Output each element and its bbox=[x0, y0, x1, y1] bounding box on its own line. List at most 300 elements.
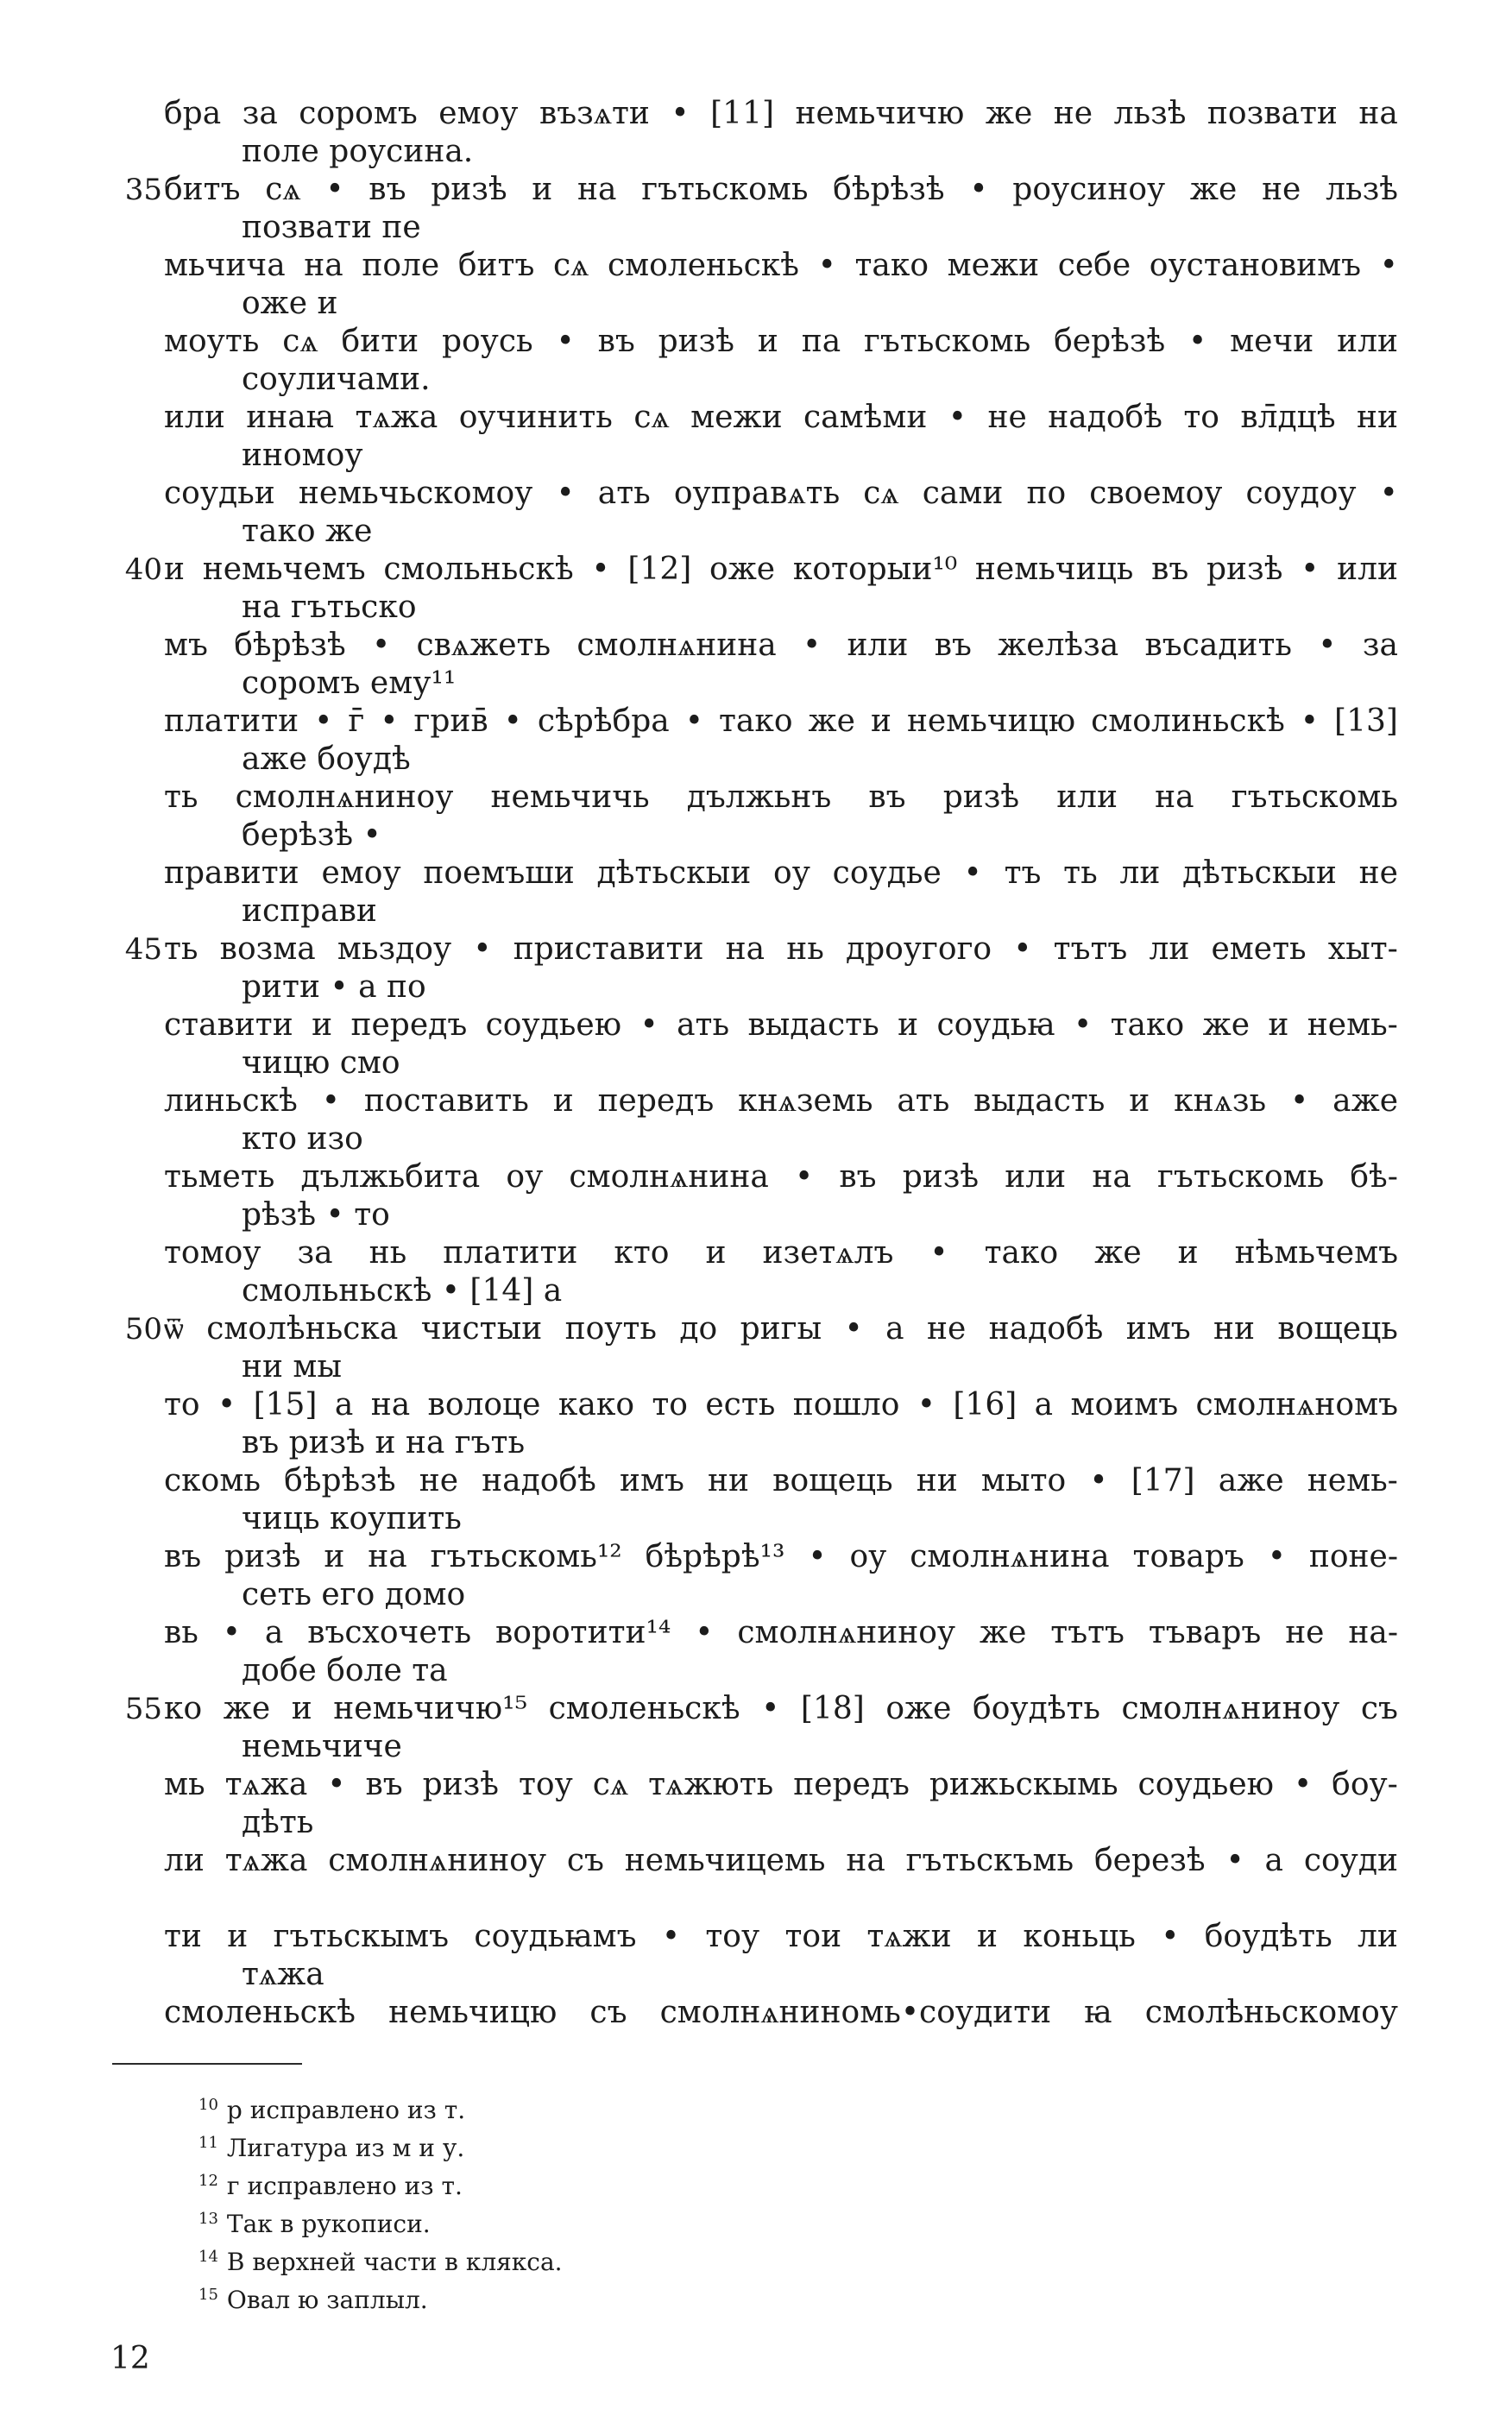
word: коньць bbox=[1023, 1919, 1136, 1954]
word: • bbox=[222, 1615, 241, 1650]
word: пошло bbox=[792, 1387, 900, 1422]
line-first bbox=[164, 1006, 1398, 1044]
word: томоу bbox=[164, 1235, 261, 1271]
word: тако bbox=[984, 1235, 1059, 1271]
word: моуть bbox=[164, 324, 260, 359]
word: [15] bbox=[253, 1387, 318, 1422]
word: вощець bbox=[1277, 1311, 1398, 1347]
word: надобѣ bbox=[1048, 400, 1162, 435]
word: сами bbox=[922, 476, 1004, 511]
word: соромъ bbox=[299, 96, 418, 131]
word: а bbox=[334, 1387, 354, 1422]
word: емоу bbox=[321, 855, 401, 891]
word: • bbox=[929, 1235, 948, 1271]
word: смолнѧнина bbox=[576, 628, 777, 663]
word: бити bbox=[341, 324, 419, 359]
line-continuation: рити • а по bbox=[242, 969, 426, 1005]
word: немьчицю bbox=[388, 1995, 558, 2030]
word: не bbox=[1262, 172, 1301, 207]
line-continuation: дѣть bbox=[242, 1805, 314, 1840]
word: бѣ- bbox=[1350, 1159, 1398, 1195]
word: вощець bbox=[772, 1463, 893, 1498]
word: на bbox=[577, 172, 617, 207]
word: въ bbox=[1151, 552, 1189, 587]
word: • bbox=[1301, 552, 1320, 587]
word: • bbox=[684, 703, 703, 739]
word: березѣ bbox=[1093, 1843, 1206, 1878]
word: вь bbox=[164, 1615, 198, 1650]
word: ни bbox=[708, 1463, 750, 1498]
word: • bbox=[969, 172, 988, 207]
word: • bbox=[473, 931, 492, 967]
word: на bbox=[368, 1539, 407, 1574]
word: ризѣ bbox=[431, 172, 507, 207]
word: соудьею bbox=[485, 1007, 622, 1043]
line-number: 55 bbox=[124, 1692, 162, 1726]
footnote bbox=[198, 2089, 563, 2127]
line-first bbox=[164, 95, 1398, 133]
line-first bbox=[164, 1082, 1398, 1120]
word: или bbox=[1337, 552, 1398, 587]
word: и bbox=[1268, 1007, 1289, 1043]
word: • bbox=[325, 172, 344, 207]
word: възѧти bbox=[539, 96, 650, 131]
word: себе bbox=[1057, 248, 1131, 283]
word: тъваръ bbox=[1148, 1615, 1262, 1650]
line-continuation: тако же bbox=[242, 514, 373, 549]
line-first bbox=[164, 1234, 1398, 1272]
word: или bbox=[1337, 324, 1398, 359]
word: не bbox=[987, 400, 1027, 435]
word: на bbox=[370, 1387, 411, 1422]
word: инаꙗ bbox=[246, 400, 335, 435]
word: изетѧлъ bbox=[762, 1235, 894, 1271]
word: ризѣ bbox=[658, 324, 734, 359]
word: [17] bbox=[1131, 1463, 1195, 1498]
word: надобѣ bbox=[988, 1311, 1104, 1347]
line-number: 45 bbox=[124, 932, 162, 967]
word: за bbox=[297, 1235, 333, 1271]
word: и bbox=[164, 552, 185, 587]
word: поне- bbox=[1308, 1539, 1398, 1574]
word: ставити bbox=[164, 1007, 293, 1043]
line-first bbox=[164, 1918, 1398, 1956]
word: и bbox=[898, 1007, 919, 1043]
word: въ bbox=[934, 628, 972, 663]
word: въсхочеть bbox=[307, 1615, 472, 1650]
word: • bbox=[1074, 1007, 1093, 1043]
word: тьметь bbox=[164, 1159, 275, 1195]
line-first bbox=[164, 1386, 1398, 1424]
word: поемъши bbox=[423, 855, 575, 891]
line-first bbox=[164, 1462, 1398, 1500]
word: • bbox=[661, 1919, 681, 1954]
word: боудѣть bbox=[1204, 1919, 1332, 1954]
word: или bbox=[1056, 779, 1118, 815]
word: тако bbox=[854, 248, 929, 283]
line-first bbox=[164, 1994, 1398, 2032]
word: дроугого bbox=[845, 931, 992, 967]
line-first bbox=[164, 930, 1398, 968]
word: не bbox=[1053, 96, 1093, 131]
page-number: 12 bbox=[110, 2341, 150, 2376]
word: дѣтьскыи bbox=[596, 855, 752, 891]
line-first bbox=[164, 1310, 1398, 1348]
word: межи bbox=[690, 400, 783, 435]
word: мечи bbox=[1230, 324, 1314, 359]
word: передъ bbox=[597, 1083, 715, 1119]
word: • bbox=[639, 1007, 658, 1043]
word: ли bbox=[1149, 931, 1190, 967]
word: дѣтьскыи bbox=[1182, 855, 1337, 891]
word: • bbox=[695, 1615, 714, 1650]
word: гътьскомь bbox=[1231, 779, 1398, 815]
word: соудоу bbox=[1245, 476, 1357, 511]
word: немьчичю¹⁵ bbox=[333, 1691, 527, 1726]
line-continuation: ни мы bbox=[242, 1349, 343, 1385]
word: и bbox=[552, 1083, 574, 1119]
footnote-text: г исправлено из т. bbox=[226, 2172, 463, 2200]
word: поле bbox=[362, 248, 440, 283]
word: ти bbox=[164, 1919, 202, 1954]
footnotes bbox=[198, 2089, 563, 2317]
word: сѧ bbox=[592, 1767, 629, 1802]
word: тѧжа bbox=[355, 400, 438, 435]
word: же bbox=[808, 703, 855, 739]
word: въ bbox=[369, 172, 406, 207]
word: [18] bbox=[800, 1691, 865, 1726]
word: платити bbox=[443, 1235, 578, 1271]
word: • bbox=[556, 476, 575, 511]
word: ризѣ bbox=[1206, 552, 1283, 587]
word: еметь bbox=[1211, 931, 1307, 967]
word: то bbox=[164, 1387, 200, 1422]
word: оу bbox=[506, 1159, 544, 1195]
line-continuation: иномоу bbox=[242, 438, 363, 473]
word: и bbox=[977, 1919, 998, 1954]
word: немьчицю bbox=[906, 703, 1076, 739]
word: смольньскѣ bbox=[383, 552, 574, 587]
word: вл̄дцѣ bbox=[1240, 400, 1336, 435]
word: оже bbox=[709, 552, 776, 587]
word: до bbox=[679, 1311, 718, 1347]
word: • bbox=[321, 1083, 340, 1119]
word: кнѧземь bbox=[738, 1083, 873, 1119]
word: • bbox=[327, 1767, 346, 1802]
word: а bbox=[264, 1615, 284, 1650]
word: правити bbox=[164, 855, 299, 891]
word: имъ bbox=[1125, 1311, 1191, 1347]
word: на bbox=[1155, 779, 1194, 815]
word: берѣзѣ bbox=[1054, 324, 1166, 359]
word: ѿ bbox=[164, 1311, 184, 1347]
word: въсадить bbox=[1144, 628, 1293, 663]
word: оучинить bbox=[458, 400, 613, 435]
word: тѧжа bbox=[224, 1843, 308, 1878]
word: же bbox=[223, 1691, 271, 1726]
line-continuation: соромъ ему¹¹ bbox=[242, 666, 457, 701]
line-continuation: въ ризѣ и на гъть bbox=[242, 1425, 526, 1460]
word: линьскѣ bbox=[164, 1083, 298, 1119]
word: передъ bbox=[350, 1007, 468, 1043]
word: которыи¹⁰ bbox=[792, 552, 958, 587]
word: тѧжи bbox=[866, 1919, 952, 1954]
word: • bbox=[948, 400, 967, 435]
line-first bbox=[164, 323, 1398, 361]
word: хыт- bbox=[1327, 931, 1398, 967]
word: • bbox=[1161, 1919, 1180, 1954]
word: за bbox=[1362, 628, 1398, 663]
word: ригы bbox=[740, 1311, 822, 1347]
line-continuation: немьчиче bbox=[242, 1729, 402, 1764]
word: нь bbox=[786, 931, 824, 967]
word: есть bbox=[705, 1387, 776, 1422]
footnote-text: Лигатура из м и у. bbox=[226, 2134, 465, 2162]
word: позвати bbox=[1206, 96, 1338, 131]
word: дължьнъ bbox=[686, 779, 832, 815]
line-first bbox=[164, 171, 1398, 209]
word: оу bbox=[849, 1539, 887, 1574]
line-first bbox=[164, 399, 1398, 437]
word: тои bbox=[784, 1919, 842, 1954]
line-continuation: на гътьско bbox=[242, 590, 417, 625]
word: въ bbox=[597, 324, 635, 359]
word: гътьскомь¹² bbox=[430, 1539, 622, 1574]
word: • bbox=[1293, 1767, 1313, 1802]
footnote bbox=[198, 2203, 563, 2241]
word: на bbox=[304, 248, 343, 283]
word: • bbox=[591, 552, 610, 587]
word: мьчича bbox=[164, 248, 286, 283]
word: и bbox=[312, 1007, 333, 1043]
word: бѣрѣрѣ¹³ bbox=[645, 1539, 785, 1574]
word: по bbox=[1026, 476, 1067, 511]
word: сѧ bbox=[552, 248, 589, 283]
word: роусь bbox=[441, 324, 533, 359]
word: а bbox=[1034, 1387, 1054, 1422]
footnote bbox=[198, 2241, 563, 2279]
word: и bbox=[532, 172, 553, 207]
word: на bbox=[1092, 1159, 1131, 1195]
word: • bbox=[556, 324, 575, 359]
word: • bbox=[761, 1691, 780, 1726]
word: [11] bbox=[710, 96, 775, 131]
word: • bbox=[217, 1387, 236, 1422]
word: или bbox=[1005, 1159, 1067, 1195]
word: гътьскомь bbox=[864, 324, 1031, 359]
word: г̄ bbox=[348, 703, 365, 739]
word: съ bbox=[589, 1995, 627, 2030]
line-continuation: кто изо bbox=[242, 1121, 363, 1157]
footnote-text: В верхней части в клякса. bbox=[226, 2248, 563, 2276]
word: платити bbox=[164, 703, 299, 739]
word: передъ bbox=[793, 1767, 910, 1802]
word: • bbox=[808, 1539, 827, 1574]
word: тъ bbox=[1004, 855, 1042, 891]
word: • bbox=[380, 703, 399, 739]
word: смолнѧниноу bbox=[1121, 1691, 1340, 1726]
line-continuation: соуличами. bbox=[242, 362, 431, 397]
word: смоленьскѣ bbox=[548, 1691, 740, 1726]
word: немьчицемь bbox=[624, 1843, 826, 1878]
word: оустановимъ bbox=[1149, 248, 1362, 283]
word: гътьскомь bbox=[1156, 1159, 1325, 1195]
word: • bbox=[1188, 324, 1207, 359]
word: • bbox=[1089, 1463, 1108, 1498]
word: же bbox=[1189, 172, 1238, 207]
word: [13] bbox=[1334, 703, 1398, 739]
word: желѣза bbox=[998, 628, 1119, 663]
word: • bbox=[844, 1311, 863, 1347]
word: то bbox=[652, 1387, 688, 1422]
word: и bbox=[1177, 1235, 1199, 1271]
word: • bbox=[1290, 1083, 1309, 1119]
word: на bbox=[846, 1843, 885, 1878]
word: тоу bbox=[518, 1767, 573, 1802]
word: товаръ bbox=[1132, 1539, 1244, 1574]
word: тоу bbox=[705, 1919, 760, 1954]
word: выдасть bbox=[747, 1007, 879, 1043]
word: смолиньскѣ bbox=[1091, 703, 1285, 739]
footnote-number: 11 bbox=[198, 2134, 218, 2152]
word: и bbox=[1129, 1083, 1150, 1119]
word: боудѣть bbox=[973, 1691, 1100, 1726]
word: • bbox=[794, 1159, 814, 1195]
line-continuation: чиць коупить bbox=[242, 1501, 462, 1536]
word: смоленьскѣ bbox=[608, 248, 799, 283]
word: ть bbox=[164, 779, 198, 815]
word: и bbox=[291, 1691, 312, 1726]
word: ризѣ bbox=[422, 1767, 500, 1802]
word: • bbox=[314, 703, 333, 739]
line-first bbox=[164, 1766, 1398, 1804]
word: • bbox=[1379, 248, 1398, 283]
word: ть bbox=[1063, 855, 1098, 891]
word: ать bbox=[597, 476, 651, 511]
word: смолнѧнина bbox=[910, 1539, 1110, 1574]
word: смолнѧномъ bbox=[1195, 1387, 1398, 1422]
line-continuation: позвати пе bbox=[242, 210, 421, 245]
word: сѧ bbox=[633, 400, 670, 435]
word: бра bbox=[164, 96, 222, 131]
word: аже bbox=[1332, 1083, 1398, 1119]
word: немьчемъ bbox=[202, 552, 366, 587]
word: смолнѧнина bbox=[569, 1159, 769, 1195]
word: рижьскымь bbox=[929, 1767, 1118, 1802]
word: ать bbox=[677, 1007, 730, 1043]
word: кнѧзь bbox=[1174, 1083, 1267, 1119]
line-first bbox=[164, 855, 1398, 893]
word: ризѣ bbox=[942, 779, 1020, 815]
line-first bbox=[164, 703, 1398, 741]
word: то bbox=[1183, 400, 1219, 435]
word: гътьскомь bbox=[641, 172, 809, 207]
word: [12] bbox=[627, 552, 692, 587]
word: за bbox=[242, 96, 278, 131]
word: како bbox=[558, 1387, 635, 1422]
word: и bbox=[324, 1539, 345, 1574]
word: • bbox=[671, 96, 690, 131]
line-first bbox=[164, 779, 1398, 817]
word: бѣрѣзѣ bbox=[234, 628, 346, 663]
footnote bbox=[198, 2165, 563, 2203]
word: оже bbox=[885, 1691, 952, 1726]
line-first bbox=[164, 1158, 1398, 1196]
line-continuation: сеть его домо bbox=[242, 1577, 466, 1612]
footnote-text: Так в рукописи. bbox=[226, 2210, 431, 2238]
line-first bbox=[164, 627, 1398, 665]
line-first bbox=[164, 1614, 1398, 1652]
line-continuation: исправи bbox=[242, 893, 377, 929]
word: мыто bbox=[980, 1463, 1067, 1498]
word: нѣмьчемъ bbox=[1234, 1235, 1398, 1271]
word: а bbox=[885, 1311, 904, 1347]
word: аже bbox=[1218, 1463, 1284, 1498]
word: надобѣ bbox=[482, 1463, 596, 1498]
line-continuation: оже и bbox=[242, 286, 338, 321]
word: • bbox=[503, 703, 522, 739]
footnote-text: р исправлено из т. bbox=[226, 2096, 466, 2124]
word: волоце bbox=[427, 1387, 541, 1422]
word: смолнѧниноу bbox=[737, 1615, 956, 1650]
word: съ bbox=[566, 1843, 604, 1878]
word: не bbox=[1285, 1615, 1325, 1650]
word: и bbox=[705, 1235, 727, 1271]
word: кто bbox=[614, 1235, 670, 1271]
word: поуть bbox=[564, 1311, 657, 1347]
word: ли bbox=[1119, 855, 1161, 891]
word: въ bbox=[365, 1767, 403, 1802]
word: соудье bbox=[832, 855, 942, 891]
word: ли bbox=[1358, 1919, 1398, 1954]
footnote-number: 12 bbox=[198, 2172, 218, 2190]
footnote-number: 15 bbox=[198, 2286, 218, 2304]
line-continuation: рѣзѣ • то bbox=[242, 1197, 390, 1233]
line-number: 40 bbox=[124, 552, 162, 587]
word: своемоу bbox=[1089, 476, 1223, 511]
word: немьчиць bbox=[974, 552, 1134, 587]
word: смолнѧниноу bbox=[235, 779, 454, 815]
word: на bbox=[1358, 96, 1398, 131]
word: • bbox=[963, 855, 982, 891]
word: смолнѧниномь•соудити bbox=[659, 1995, 1052, 2030]
word: сѧ bbox=[863, 476, 899, 511]
word: въ bbox=[868, 779, 906, 815]
word: гътьскъмь bbox=[905, 1843, 1074, 1878]
word: тѧжють bbox=[648, 1767, 774, 1802]
word: же bbox=[1094, 1235, 1142, 1271]
word: роусиноу bbox=[1012, 172, 1166, 207]
word: на bbox=[725, 931, 765, 967]
line-continuation: берѣзѣ • bbox=[242, 817, 381, 853]
footnote-number: 10 bbox=[198, 2096, 218, 2114]
word: тътъ bbox=[1053, 931, 1128, 967]
word: льзѣ bbox=[1113, 96, 1187, 131]
word: тако bbox=[1110, 1007, 1185, 1043]
line-continuation: тѧжа bbox=[242, 1957, 324, 1992]
footnote bbox=[198, 2279, 563, 2317]
word: съ bbox=[1360, 1691, 1398, 1726]
word: • bbox=[1300, 703, 1320, 739]
line-first bbox=[164, 247, 1398, 285]
word: смолнѧниноу bbox=[328, 1843, 547, 1878]
word: же bbox=[980, 1615, 1027, 1650]
word: смолѣньскомоу bbox=[1144, 1995, 1398, 2030]
word: не bbox=[419, 1463, 459, 1498]
word: или bbox=[164, 400, 225, 435]
word: ризѣ bbox=[902, 1159, 980, 1195]
word: немьчичю bbox=[795, 96, 965, 131]
